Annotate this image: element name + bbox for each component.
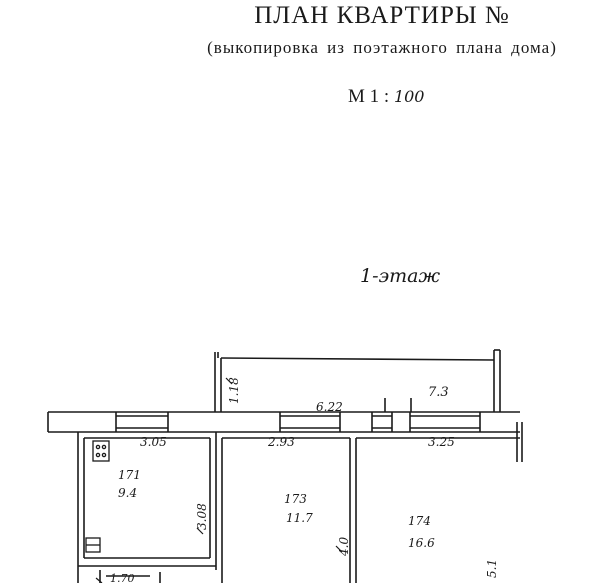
room-c-depth-dimension: 5.1 bbox=[485, 558, 499, 578]
balcony bbox=[215, 350, 500, 412]
balcony-height-dimension: 1.18 bbox=[227, 377, 241, 404]
room-area: 11.7 bbox=[286, 511, 313, 525]
sink-icon bbox=[86, 538, 100, 552]
balcony-width-dimension: 6.22 bbox=[316, 400, 343, 414]
interior-walls bbox=[78, 432, 520, 583]
plan-title: ПЛАН КВАРТИРЫ № bbox=[254, 2, 510, 29]
room-number: 174 bbox=[408, 514, 431, 528]
room-a-width-dimension: 3.05 bbox=[140, 435, 167, 449]
scale-value: 100 bbox=[393, 87, 425, 106]
plan-subtitle: (выкопировка из поэтажного плана дома) bbox=[207, 38, 557, 57]
room-area: 16.6 bbox=[408, 536, 435, 550]
small-room-width-dimension: 1.70 bbox=[110, 572, 135, 583]
balcony-area: 7.3 bbox=[428, 385, 449, 400]
room-b-width-dimension: 2.93 bbox=[268, 435, 295, 449]
room-number: 171 bbox=[118, 468, 141, 482]
room-a-depth-dimension: 3.08 bbox=[195, 503, 209, 530]
room-number: 173 bbox=[284, 492, 307, 506]
room-area: 9.4 bbox=[118, 486, 138, 500]
room-c-width-dimension: 3.25 bbox=[428, 435, 455, 449]
scale-prefix: М 1 : bbox=[348, 86, 390, 107]
floor-label: 1-этаж bbox=[360, 265, 441, 287]
room-b-depth-dimension: 4.0 bbox=[337, 536, 351, 556]
facade-wall bbox=[48, 398, 522, 462]
stove-icon bbox=[93, 441, 109, 461]
